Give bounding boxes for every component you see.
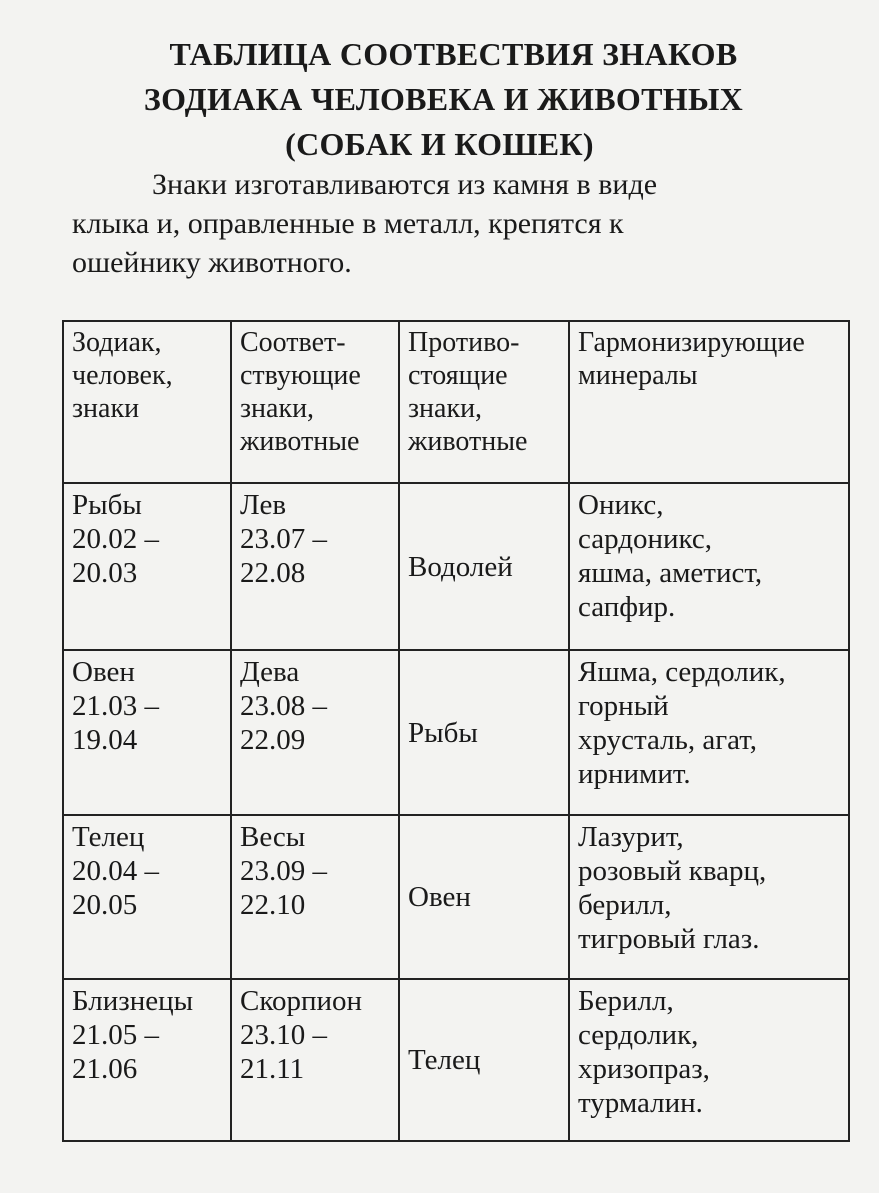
cell-opposing-sign: Овен <box>399 815 569 979</box>
table-row <box>63 815 849 979</box>
cell-matching-sign: Дева 23.08 – 22.09 <box>231 650 399 815</box>
table-row <box>63 650 849 815</box>
cell-matching-sign: Лев 23.07 – 22.08 <box>231 483 399 650</box>
table-row <box>63 979 849 1141</box>
cell-human-sign: Близнецы 21.05 – 21.06 <box>63 979 231 1141</box>
table-header-row <box>63 321 849 483</box>
intro-line: ошейнику животного. <box>72 246 352 279</box>
cell-opposing-sign: Телец <box>399 979 569 1141</box>
cell-opposing-sign: Водолей <box>399 483 569 650</box>
cell-minerals: Яшма, сердолик, горный хрусталь, агат, ирнимит. <box>569 650 849 815</box>
cell-human-sign: Овен 21.03 – 19.04 <box>63 650 231 815</box>
intro-paragraph <box>72 165 832 282</box>
header-matching-animal: Соответ- ствующие знаки, животные <box>231 321 399 483</box>
cell-minerals: Берилл, сердолик, хризопраз, турмалин. <box>569 979 849 1141</box>
header-minerals: Гармонизирующие минералы <box>569 321 849 483</box>
cell-human-sign: Рыбы 20.02 – 20.03 <box>63 483 231 650</box>
intro-line: Знаки изготавливаются из камня в виде <box>152 168 658 201</box>
intro-line: клыка и, оправленные в металл, крепятся к <box>72 207 624 240</box>
header-zodiac-human: Зодиак, человек, знаки <box>63 321 231 483</box>
title-line-2: ЗОДИАКА ЧЕЛОВЕКА И ЖИВОТНЫХ <box>143 81 744 117</box>
cell-minerals: Лазурит, розовый кварц, берилл, тигровый глаз. <box>569 815 849 979</box>
cell-human-sign: Телец 20.04 – 20.05 <box>63 815 231 979</box>
cell-minerals: Оникс, сардоникс, яшма, аметист, сапфир. <box>569 483 849 650</box>
cell-matching-sign: Весы 23.09 – 22.10 <box>231 815 399 979</box>
title-line-3: (СОБАК И КОШЕК) <box>285 126 594 162</box>
header-opposing-animal: Противо- стоящие знаки, животные <box>399 321 569 483</box>
zodiac-table <box>62 320 850 1142</box>
cell-opposing-sign: Рыбы <box>399 650 569 815</box>
cell-matching-sign: Скорпион 23.10 – 21.11 <box>231 979 399 1141</box>
table-row <box>63 483 849 650</box>
title-line-1: ТАБЛИЦА СООТВЕСТВИЯ ЗНАКОВ <box>169 36 738 72</box>
